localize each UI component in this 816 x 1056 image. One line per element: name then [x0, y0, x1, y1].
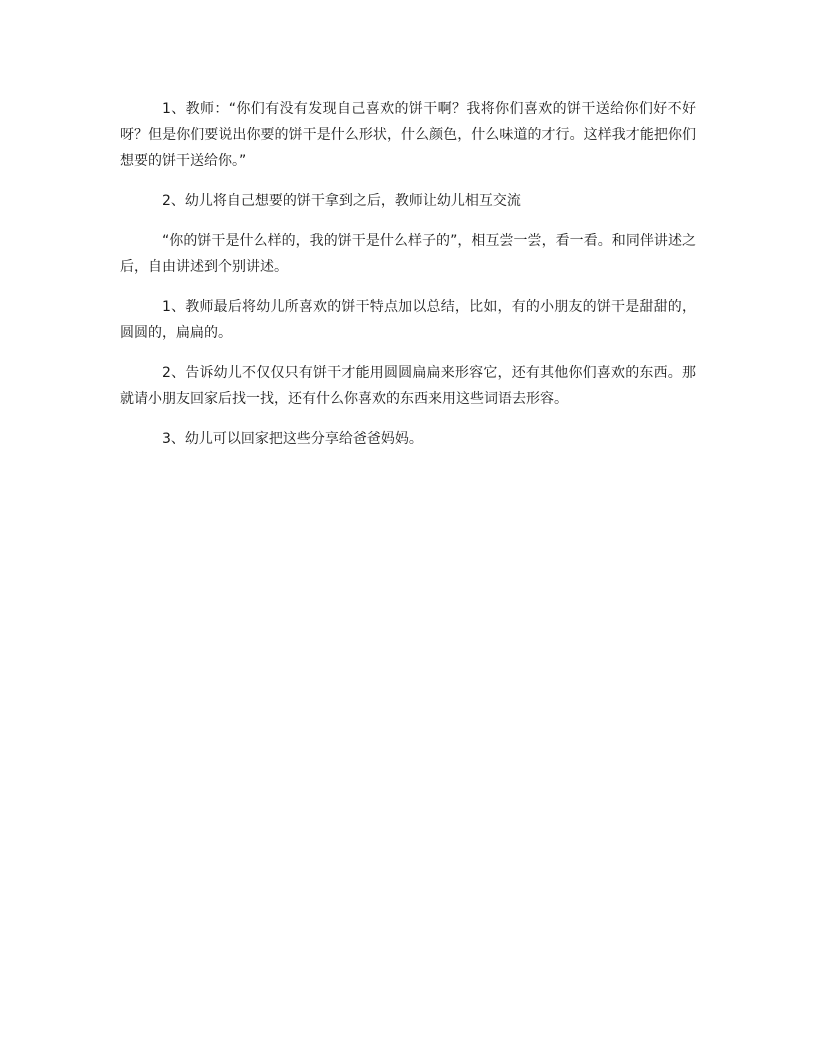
paragraph-3: “你的饼干是什么样的，我的饼干是什么样子的”，相互尝一尝，看一看。和同伴讲述之后，自由讲述到个别讲述。	[120, 233, 696, 275]
paragraph-4: 1、教师最后将幼儿所喜欢的饼干特点加以总结，比如，有的小朋友的饼干是甜甜的，圆圆的，扁扁的。	[120, 299, 696, 341]
paragraph-2: 2、幼儿将自己想要的饼干拿到之后，教师让幼儿相互交流	[162, 193, 521, 209]
paragraph-6: 3、幼儿可以回家把这些分享给爸爸妈妈。	[162, 431, 423, 447]
paragraph-1: 1、教师：“你们有没有发现自己喜欢的饼干啊？我将你们喜欢的饼干送给你们好不好呀？但是你们要说出你要的饼干是什么形状，什么颜色，什么味道的才行。这样我才能把你们想要的饼干送给你。”	[120, 101, 696, 169]
paragraph-5: 2、告诉幼儿不仅仅只有饼干才能用圆圆扁扁来形容它，还有其他你们喜欢的东西。那就请小朋友回家后找一找，还有什么你喜欢的东西来用这些词语去形容。	[120, 365, 696, 407]
document-body	[120, 96, 696, 466]
